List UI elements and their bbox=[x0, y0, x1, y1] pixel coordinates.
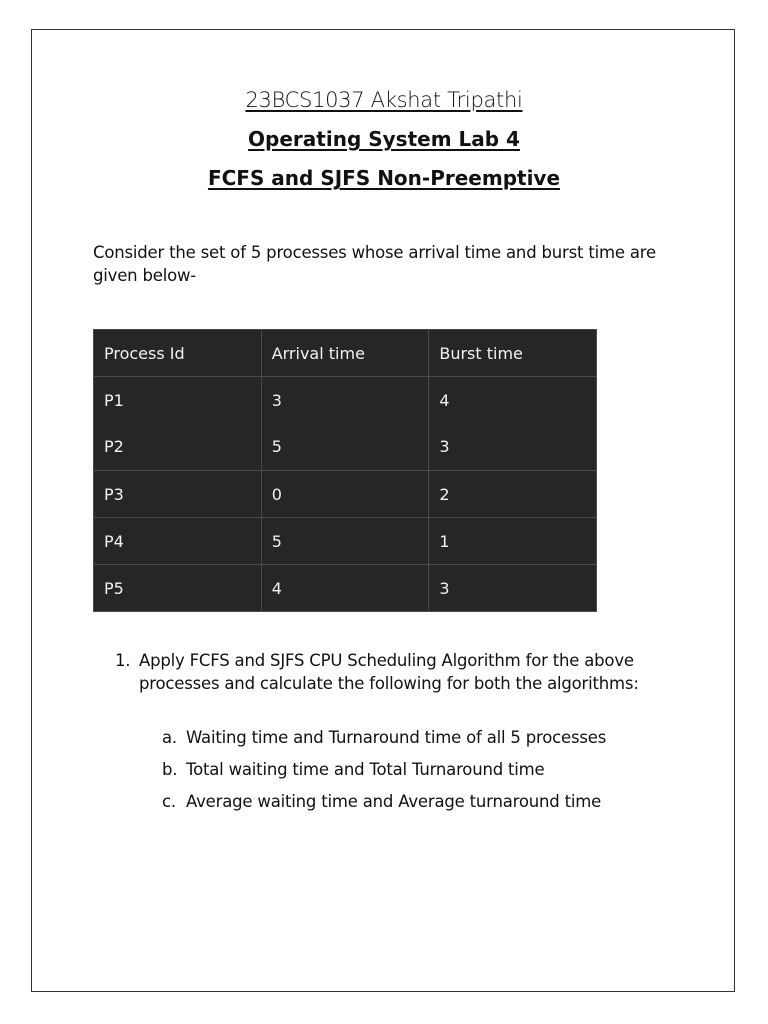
intro-paragraph: Consider the set of 5 processes whose arrival time and burst time are given below- bbox=[93, 243, 656, 285]
subitem-letter: b. bbox=[162, 760, 178, 779]
question-subitems bbox=[162, 726, 722, 822]
table-row bbox=[94, 424, 597, 471]
lab-title: Operating System Lab 4 bbox=[248, 127, 520, 151]
cell-burst-time: 4 bbox=[429, 377, 597, 424]
cell-burst-time: 2 bbox=[429, 471, 597, 518]
cell-arrival-time: 0 bbox=[261, 471, 429, 518]
table-row bbox=[94, 471, 597, 518]
topic-title: FCFS and SJFS Non-Preemptive bbox=[207, 166, 561, 190]
subitem-letter: a. bbox=[162, 728, 177, 747]
header-burst-time: Burst time bbox=[429, 330, 597, 377]
cell-process-id: P1 bbox=[94, 377, 262, 424]
cell-process-id: P2 bbox=[94, 424, 262, 471]
question-row bbox=[115, 649, 675, 695]
table-row bbox=[94, 565, 597, 612]
table-header-row bbox=[94, 330, 597, 377]
cell-burst-time: 1 bbox=[429, 518, 597, 565]
cell-arrival-time: 5 bbox=[261, 518, 429, 565]
list-item bbox=[162, 726, 722, 758]
header-arrival-time: Arrival time bbox=[261, 330, 429, 377]
header-process-id: Process Id bbox=[94, 330, 262, 377]
cell-burst-time: 3 bbox=[429, 565, 597, 612]
subitem-text: Average waiting time and Average turnaround time bbox=[186, 792, 602, 811]
cell-process-id: P3 bbox=[94, 471, 262, 518]
list-item bbox=[162, 758, 722, 790]
cell-arrival-time: 5 bbox=[261, 424, 429, 471]
process-table bbox=[93, 329, 597, 612]
question-1 bbox=[115, 649, 675, 695]
subitem-text: Waiting time and Turnaround time of all 5 processes bbox=[186, 728, 607, 747]
author-heading: 23BCS1037 Akshat Tripathi bbox=[245, 88, 523, 112]
cell-burst-time: 3 bbox=[429, 424, 597, 471]
cell-arrival-time: 4 bbox=[261, 565, 429, 612]
question-number: 1. bbox=[115, 651, 131, 670]
table-row bbox=[94, 377, 597, 424]
cell-process-id: P5 bbox=[94, 565, 262, 612]
cell-arrival-time: 3 bbox=[261, 377, 429, 424]
table-row bbox=[94, 518, 597, 565]
subitem-letter: c. bbox=[162, 792, 176, 811]
subitem-text: Total waiting time and Total Turnaround time bbox=[186, 760, 545, 779]
question-text: Apply FCFS and SJFS CPU Scheduling Algorithm for the above processes and calculate the following for both the algorithms: bbox=[139, 651, 639, 693]
list-item bbox=[162, 790, 722, 822]
cell-process-id: P4 bbox=[94, 518, 262, 565]
